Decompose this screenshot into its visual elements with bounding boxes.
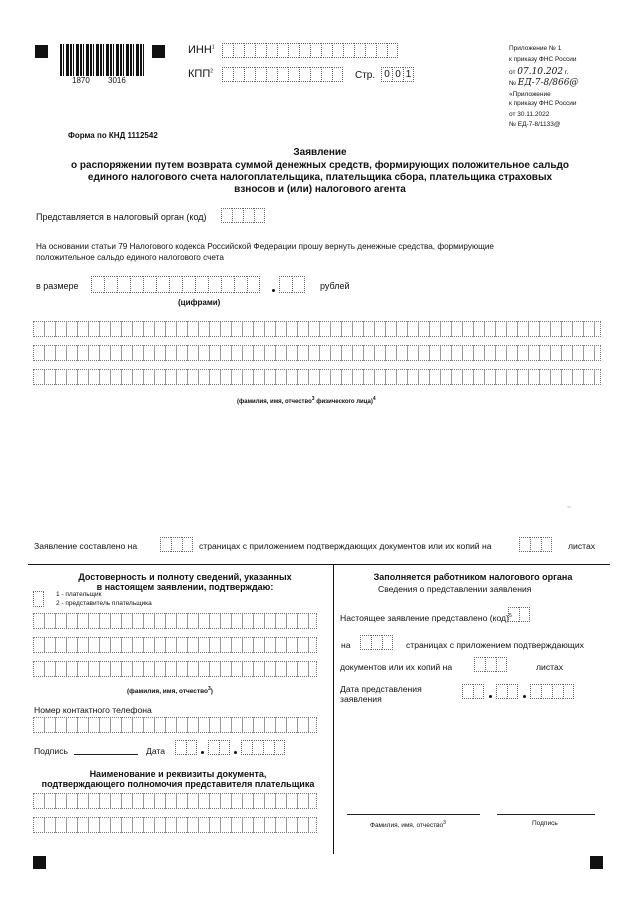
digits-caption: (цифрами): [178, 298, 221, 307]
amount-rubles-cells[interactable]: [91, 276, 260, 293]
appendix-line4: № ЕД-7-8/866@: [509, 78, 579, 88]
received-pages-label: страницах с приложением подтверждающих: [406, 640, 584, 650]
fio-row-3[interactable]: [33, 369, 601, 385]
fio-row-2[interactable]: [33, 345, 601, 361]
title-line4: взносов и (или) налогового агента: [234, 184, 406, 195]
submission-date-label-1: Дата представления: [340, 684, 422, 694]
appendix-line1: Приложение № 1: [509, 45, 562, 52]
signer-fio-row-3[interactable]: [33, 661, 317, 677]
inn-cells[interactable]: [222, 43, 398, 58]
submitted-code-label: Настоящее заявление представлено (код)$^5$: [340, 613, 512, 623]
section-top-border: [28, 564, 610, 565]
appendix-line6: к приказу ФНС России: [509, 100, 577, 107]
officer-signature-line[interactable]: [497, 814, 595, 815]
title-line1: Заявление: [293, 147, 347, 158]
date-dot-2: [234, 751, 237, 754]
phone-row[interactable]: [33, 717, 317, 733]
handwritten-date: 07.10.202: [517, 67, 564, 77]
amount-kopecks-cells[interactable]: [279, 276, 305, 293]
signer-fio-row-2[interactable]: [33, 637, 317, 653]
doc-header-line1: Наименование и реквизиты документа,: [89, 769, 267, 779]
appendix-line3: от 07.10.202 г.: [509, 67, 569, 77]
rubles-label: рублей: [320, 281, 350, 291]
tax-authority-code-cells[interactable]: [221, 208, 265, 223]
inn-label: ИНН$^1$: [188, 44, 215, 56]
date-dot-1: [201, 751, 204, 754]
submitted-code-cells[interactable]: [508, 607, 530, 622]
amount-label: в размере: [36, 281, 79, 291]
kpp-label: КПП$^2$: [188, 68, 214, 80]
basis-line2: положительное сальдо единого налогового счета: [36, 253, 224, 262]
date-label: Дата: [146, 746, 166, 756]
on-label: на: [341, 640, 351, 650]
officer-fio-caption: Фамилия, имя, отчество$^3$: [370, 820, 446, 830]
section-vertical-divider: [333, 564, 334, 854]
submission-date-label-2: заявления: [340, 694, 382, 704]
signer-option-2: 2 - представитель плательщика: [56, 600, 152, 607]
received-sheets-label: листах: [536, 662, 564, 672]
form-code: Форма по КНД 1112542: [68, 131, 158, 140]
page-number-cells: 0 0 1: [381, 67, 414, 82]
date-year-cells[interactable]: [241, 740, 285, 755]
received-pages-cells[interactable]: [360, 635, 393, 650]
signer-type-cell[interactable]: [33, 591, 44, 607]
appendix-line5: «Приложение: [509, 91, 551, 98]
signature-line[interactable]: [74, 754, 138, 755]
barcode-digits-left: 1870: [72, 76, 90, 85]
received-docs-label: документов или их копий на: [340, 662, 453, 672]
fio-row-1[interactable]: [33, 321, 601, 337]
appendix-line8: № ЕД-7-8/1133@: [509, 121, 561, 128]
left-block-header-line2: в настоящем заявлении, подтверждаю:: [96, 582, 274, 592]
submission-dot-2: [523, 695, 526, 698]
barcode: [60, 44, 145, 76]
signer-fio-caption: (фамилия, имя, отчество$^3$): [127, 686, 213, 696]
composed-label: Заявление составлено на: [34, 541, 138, 551]
doc-row-1[interactable]: [33, 793, 317, 809]
pages-label: страницах с приложением подтверждающих документов или их копий на: [199, 541, 492, 551]
handwritten-number: ЕД-7-8/866@: [517, 78, 579, 88]
received-sheets-cells[interactable]: [474, 657, 507, 672]
corner-marker-bottom-right: [590, 856, 603, 869]
sheets-cells[interactable]: [519, 537, 552, 552]
tax-authority-label: Представляется в налоговый орган (код): [36, 212, 207, 222]
date-month-cells[interactable]: [208, 740, 230, 755]
basis-line1: На основании статьи 79 Налогового кодекса Российской Федерации прошу вернуть денежные средства, формирующие: [36, 242, 494, 251]
doc-header-line2: подтверждающего полномочия представителя плательщика: [41, 779, 315, 789]
corner-marker-top-left: [35, 45, 48, 58]
stamp-mark: ~: [567, 504, 571, 511]
title-line3: единого налогового счета налогоплательщика, плательщика сбора, плательщика страховых: [87, 172, 553, 183]
submission-day-cells[interactable]: [462, 684, 484, 699]
submission-month-cells[interactable]: [496, 684, 518, 699]
sheets-label: листах: [568, 541, 596, 551]
officer-fio-line[interactable]: [347, 814, 480, 815]
title-line2: о распоряжении путем возврата суммой денежных средств, формирующих положительное сальдо: [71, 160, 569, 171]
submission-year-cells[interactable]: [530, 684, 574, 699]
fio-caption: (фамилия, имя, отчество$^3$ физического лица)$^4$: [237, 396, 376, 405]
appendix-line7: от 30.11.2022: [509, 111, 550, 118]
submission-dot-1: [489, 695, 492, 698]
date-day-cells[interactable]: [175, 740, 197, 755]
appendix-line2: к приказу ФНС России: [509, 56, 577, 63]
composed-pages-cells[interactable]: [160, 537, 193, 552]
corner-marker-bottom-left: [33, 856, 46, 869]
left-block-header-line1: Достоверность и полноту сведений, указанных: [78, 572, 292, 582]
phone-label: Номер контактного телефона: [34, 705, 152, 715]
page-label: Стр.: [355, 70, 376, 81]
signer-option-1: 1 - плательщик: [56, 591, 102, 598]
barcode-digits-right: 3016: [108, 76, 126, 85]
kpp-cells[interactable]: [222, 67, 343, 82]
amount-decimal-dot: [272, 289, 275, 292]
right-block-subheader: Сведения о представлении заявления: [378, 584, 532, 594]
right-block-header: Заполняется работником налогового органа: [373, 572, 573, 582]
corner-marker-top-right: [152, 45, 165, 58]
signer-fio-row-1[interactable]: [33, 613, 317, 629]
doc-row-2[interactable]: [33, 817, 317, 833]
officer-signature-caption: Подпись: [532, 820, 558, 827]
signature-label: Подпись: [34, 746, 69, 756]
